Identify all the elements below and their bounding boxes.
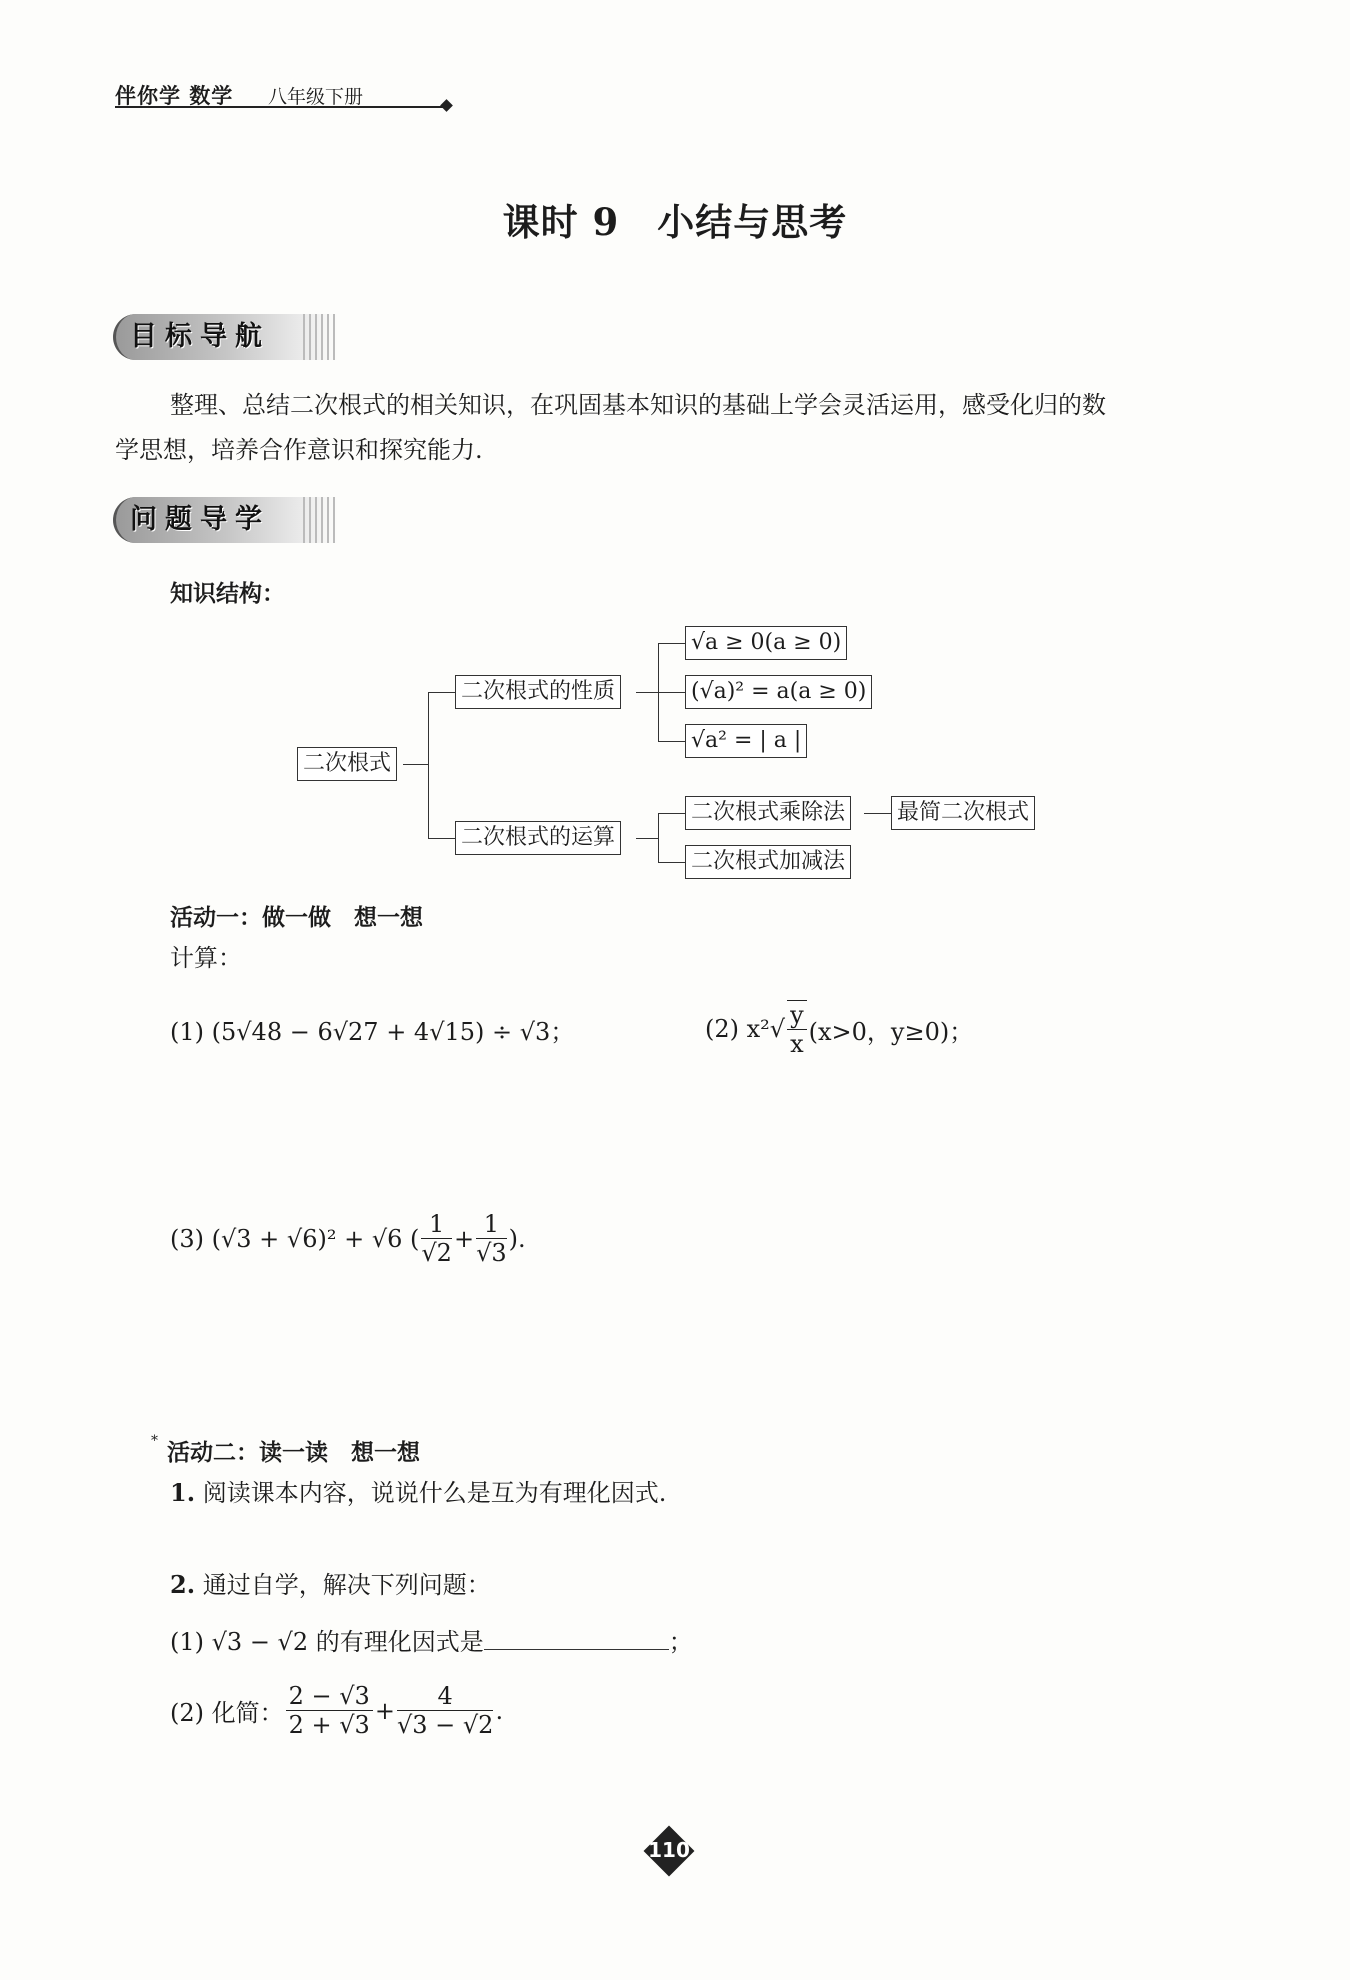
q2b-fraction2 [397, 1682, 494, 1739]
q2b-plus: + [374, 1696, 395, 1725]
activity2-q2b [170, 1682, 503, 1739]
p3-suffix: ). [508, 1224, 526, 1253]
p2-prefix: (2) x²√ [705, 1015, 786, 1043]
q2b-f2-denominator: √3 − √2 [396, 1711, 494, 1739]
q2a-text: (1) √3 − √2 的有理化因式是 [170, 1628, 484, 1656]
p3-f1-denominator: √2 [421, 1239, 452, 1267]
edge-root [403, 764, 428, 765]
edge-prop3 [658, 741, 685, 742]
p3-fraction2 [476, 1210, 507, 1267]
guide-badge: 问题导学 [113, 497, 338, 543]
activity1-problem2 [705, 1000, 973, 1058]
activity1-problem1: (1) (5√48 − 6√27 + 4√15) ÷ √3； [170, 1018, 575, 1046]
edge-to-properties [428, 692, 455, 693]
node-prop3: √a² = | a | [685, 724, 807, 758]
edge-root-vertical [428, 692, 429, 838]
q1-text: 阅读课本内容，说说什么是互为有理化因式. [202, 1479, 667, 1507]
guide-badge-stripes [303, 497, 337, 543]
p2-suffix: (x>0，y≥0)； [808, 1017, 974, 1046]
q2-text: 通过自学，解决下列问题： [202, 1571, 491, 1599]
p2-fraction [787, 1000, 807, 1058]
q2b-prefix: (2) 化简： [170, 1699, 284, 1727]
edge-prop2 [658, 692, 685, 693]
activity2-q2a [170, 1622, 693, 1657]
q2-number: 2. [170, 1570, 196, 1599]
edge-properties [636, 692, 658, 693]
p3-f2-denominator: √3 [476, 1239, 507, 1267]
q2b-fraction1 [286, 1682, 373, 1739]
page-number: 110 [648, 1838, 690, 1862]
q1-number: 1. [170, 1478, 196, 1507]
node-root: 二次根式 [297, 747, 397, 781]
q2b-f1-denominator: 2 + √3 [288, 1711, 370, 1739]
header-rule [115, 106, 445, 108]
q2a-end: ； [668, 1628, 693, 1656]
node-operations: 二次根式的运算 [455, 821, 621, 855]
edge-simplest [864, 813, 891, 814]
goals-badge: 目标导航 [113, 314, 338, 360]
p3-plus: + [453, 1224, 475, 1253]
activity2-q2 [170, 1562, 491, 1608]
p2-numerator: y [787, 1001, 807, 1030]
activity1-title: 活动一：做一做 想一想 [170, 905, 423, 931]
activity1-prompt: 计算： [170, 944, 242, 972]
goals-text-line1: 整理、总结二次根式的相关知识，在巩固基本知识的基础上学会灵活运用，感受化归的数 [170, 391, 1106, 419]
goals-badge-stripes [303, 314, 337, 360]
header-grade: 八年级下册 [268, 86, 364, 108]
edge-muldiv [658, 813, 685, 814]
q2b-f2-numerator: 4 [397, 1682, 494, 1711]
node-addsub: 二次根式加减法 [685, 845, 851, 879]
page-title: 课时 9 小结与思考 [502, 200, 848, 244]
p3-prefix: (3) (√3 + √6)² + √6 ( [170, 1224, 420, 1253]
p3-f1-numerator: 1 [421, 1210, 452, 1239]
edge-operations-vertical [658, 813, 659, 862]
node-prop1: √a ≥ 0(a ≥ 0) [685, 626, 847, 660]
node-simplest: 最简二次根式 [891, 796, 1035, 830]
header-brand: 伴你学 数学 [115, 84, 234, 108]
q2a-answer-blank[interactable] [484, 1625, 669, 1650]
node-muldiv: 二次根式乘除法 [685, 796, 851, 830]
goals-text-line2: 学思想，培养合作意识和探究能力. [115, 436, 483, 464]
node-properties: 二次根式的性质 [455, 675, 621, 709]
node-prop2: (√a)² = a(a ≥ 0) [685, 675, 872, 709]
p3-f2-numerator: 1 [476, 1210, 507, 1239]
knowledge-structure-label: 知识结构： [170, 581, 285, 607]
p3-fraction1 [421, 1210, 452, 1267]
edge-prop1 [658, 643, 685, 644]
edge-operations [636, 838, 658, 839]
edge-addsub [658, 862, 685, 863]
activity2-q1 [170, 1470, 666, 1516]
activity2-star: * [151, 1433, 158, 1449]
q2b-end: . [495, 1696, 504, 1725]
p2-denominator: x [790, 1030, 804, 1058]
activity1-problem3 [170, 1210, 526, 1267]
edge-to-operations [428, 838, 455, 839]
q2b-f1-numerator: 2 − √3 [286, 1682, 373, 1711]
activity2-title: 活动二：读一读 想一想 [167, 1440, 420, 1466]
header-diamond-icon [440, 99, 453, 112]
